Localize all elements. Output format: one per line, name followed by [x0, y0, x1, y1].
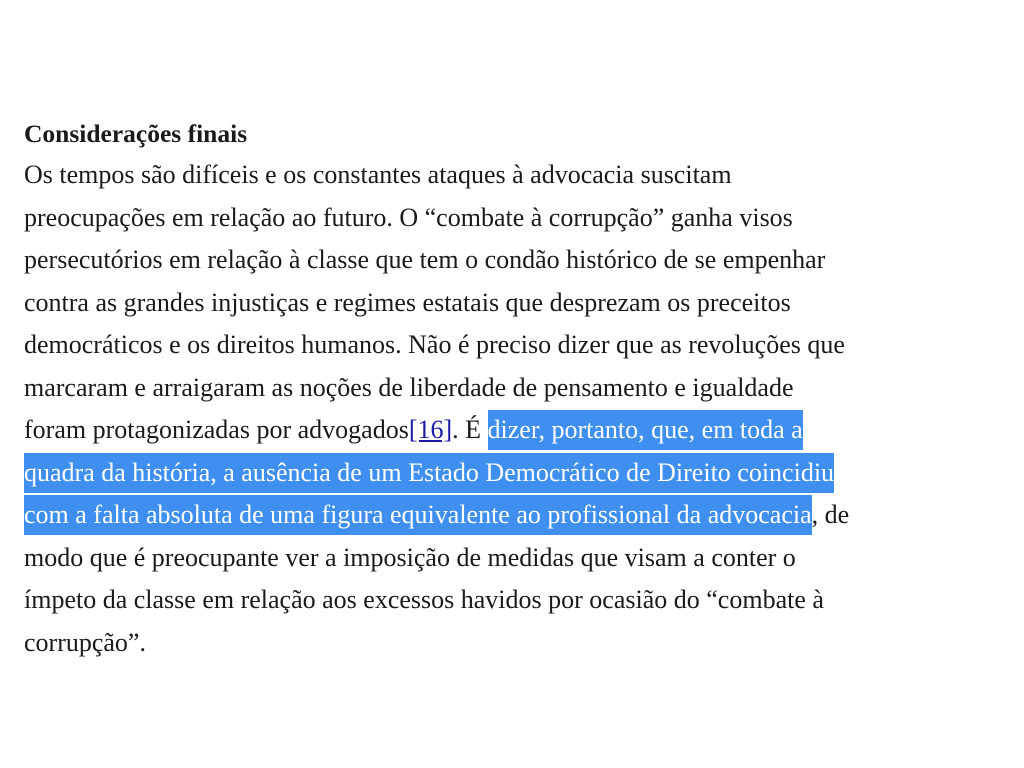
footnote-link[interactable]: [16] [408, 415, 453, 444]
article-section [24, 114, 999, 664]
paragraph-line: persecutórios em relação à classe que tem o condão histórico de se empenhar [24, 245, 826, 274]
text-segment: , de [811, 500, 850, 529]
paragraph-line: modo que é preocupante ver a imposição de medidas que visam a conter o [24, 542, 796, 572]
text-segment: foram protagonizadas por advogados [24, 415, 409, 444]
paragraph-line: marcaram e arraigaram as noções de liberdade de pensamento e igualdade [24, 372, 794, 402]
paragraph-line: ímpeto da classe em relação aos excessos havidos por ocasião do “combate à [24, 585, 824, 614]
text-segment: . É [452, 415, 488, 444]
paragraph-line: contra as grandes injustiças e regimes estatais que desprezam os preceitos [24, 287, 791, 317]
selected-text[interactable]: dizer, portanto, que, em toda a [488, 410, 803, 450]
selected-text[interactable]: com a falta absoluta de uma figura equivalente ao profissional da advocacia [24, 495, 812, 535]
paragraph-line: Os tempos são difíceis e os constantes ataques à advocacia suscitam [24, 160, 732, 189]
paragraph-line: corrupção”. [24, 627, 146, 657]
paragraph-line: democráticos e os direitos humanos. Não é preciso dizer que as revoluções que [24, 330, 845, 359]
paragraph-line [24, 452, 999, 495]
section-heading: Considerações finais [24, 119, 248, 148]
paragraph-line [24, 494, 999, 537]
paragraph [24, 154, 999, 664]
selected-text[interactable]: quadra da história, a ausência de um Estado Democrático de Direito coincidiu [24, 453, 834, 493]
paragraph-line: preocupações em relação ao futuro. O “combate à corrupção” ganha visos [24, 202, 793, 232]
paragraph-line [24, 409, 999, 452]
